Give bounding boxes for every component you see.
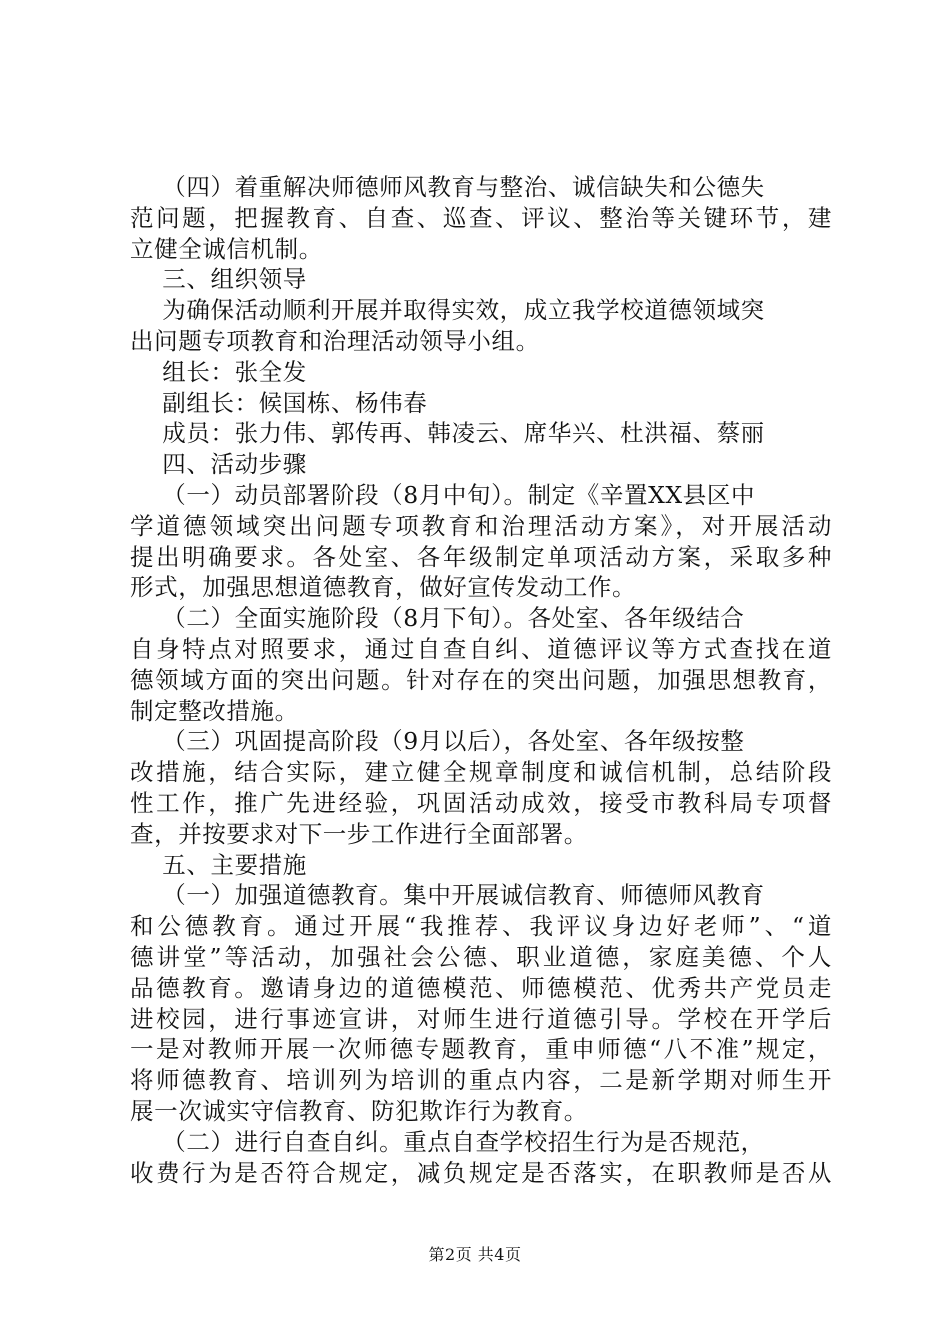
text-line: 德讲堂”等活动，加强社会公德、职业道德，家庭美德、个人: [130, 942, 832, 971]
text-line: 立健全诚信机制。: [130, 234, 323, 263]
document-body: [130, 172, 832, 1188]
text-line: 成员：张力伟、郭传再、韩凌云、席华兴、杜洪福、蔡丽: [130, 419, 765, 448]
text-line: 制定整改措施。: [130, 696, 299, 725]
text-line: （一）加强道德教育。集中开展诚信教育、师德师风教育: [130, 881, 765, 910]
text-line: 出问题专项教育和治理活动领导小组。: [130, 326, 540, 355]
text-line: 范问题，把握教育、自查、巡查、评议、整治等关键环节，建: [130, 203, 832, 232]
text-line: 和公德教育。通过开展“我推荐、我评议身边好老师”、“道: [130, 912, 832, 941]
text-line: （二）进行自查自纠。重点自查学校招生行为是否规范，: [130, 1127, 765, 1156]
text-line: 收费行为是否符合规定，减负规定是否落实，在职教师是否从: [130, 1158, 832, 1187]
section-heading: 三、组织领导: [130, 265, 307, 294]
text-line: （四）着重解决师德师风教育与整治、诚信缺失和公德失: [130, 173, 765, 201]
text-line: 进校园，进行事迹宣讲，对师生进行道德引导。学校在开学后: [130, 1004, 832, 1033]
text-line: 品德教育。邀请身边的道德模范、师德模范、优秀共产党员走: [130, 973, 832, 1002]
text-line: 将师德教育、培训列为培训的重点内容，二是新学期对师生开: [130, 1066, 832, 1095]
text-line: 改措施，结合实际，建立健全规章制度和诚信机制，总结阶段: [130, 758, 832, 787]
text-line: （三）巩固提高阶段（9月以后），各处室、各年级按整: [130, 727, 745, 756]
text-line: 查，并按要求对下一步工作进行全面部署。: [130, 819, 588, 848]
text-line: 展一次诚实守信教育、防犯欺诈行为教育。: [130, 1096, 588, 1125]
text-line: （一）动员部署阶段（8月中旬）。制定《辛置XX县区中: [130, 480, 756, 509]
text-line: 性工作，推广先进经验，巩固活动成效，接受市教科局专项督: [130, 788, 832, 817]
text-line: 自身特点对照要求，通过自查自纠、道德评议等方式查找在道: [130, 634, 832, 663]
section-heading: 四、活动步骤: [130, 450, 307, 479]
text-line: 德领域方面的突出问题。针对存在的突出问题，加强思想教育，: [130, 665, 832, 694]
text-line: 为确保活动顺利开展并取得实效，成立我学校道德领域突: [130, 296, 765, 325]
text-line: 形式，加强思想道德教育，做好宣传发动工作。: [130, 573, 637, 602]
text-line: 组长：张全发: [130, 357, 307, 386]
page-number-footer: 第2页 共4页: [428, 1245, 522, 1264]
text-line: 提出明确要求。各处室、各年级制定单项活动方案，采取多种: [130, 542, 832, 571]
section-heading: 五、主要措施: [130, 850, 307, 879]
text-line: 学道德领域突出问题专项教育和治理活动方案》，对开展活动: [130, 511, 832, 540]
text-line: 一是对教师开展一次师德专题教育，重申师德“八不准”规定，: [130, 1035, 832, 1064]
text-line: 副组长：候国栋、杨伟春: [130, 388, 428, 417]
text-line: （二）全面实施阶段（8月下旬）。各处室、各年级结合: [130, 604, 745, 633]
